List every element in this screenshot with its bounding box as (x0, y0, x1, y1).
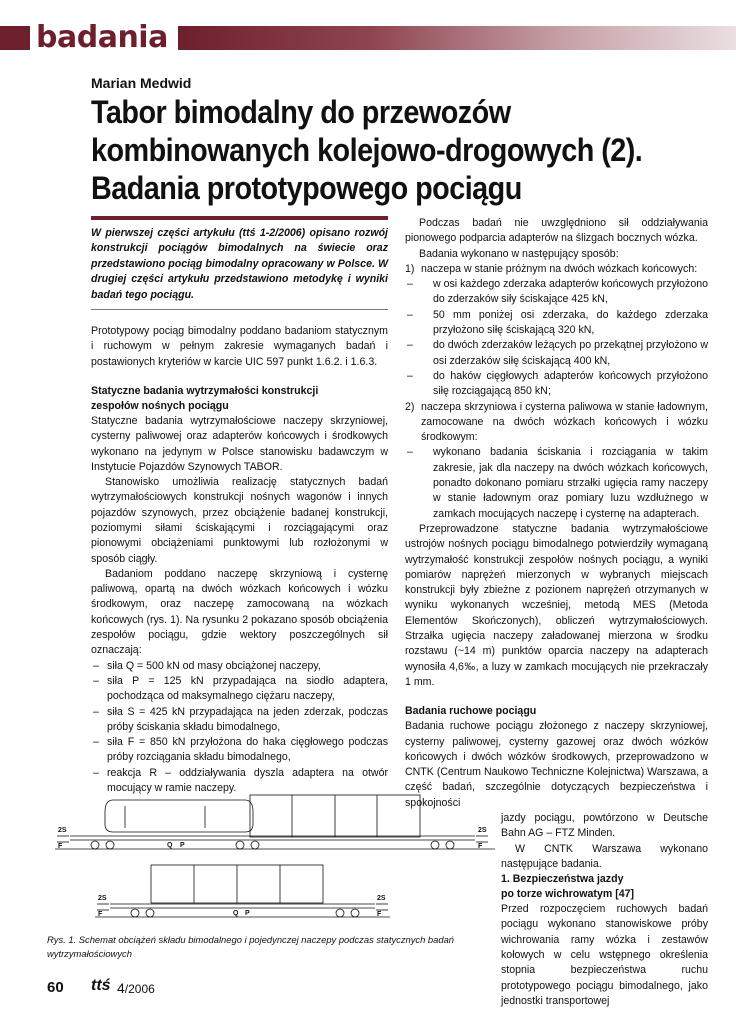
list-item: – do haków cięgłowych adapterów końcowych przyłożono siłę rozciągającą 850 kN; (405, 369, 708, 400)
list-item: – wykonano badania ściskania i rozciągania w takim zakresie, jak dla naczepy na dwóch wózkach końcowych, ponadto dokonano pomiaru strzałki ugięcia ramy naczepy w stanie ładownym oraz pomiary luzu wzdłużnego w zamkach mocujących naczepę i cysternę na adapterach. (405, 445, 708, 521)
paragraph: Badania wykonano w następujący sposób: (419, 247, 619, 260)
list-item (405, 262, 708, 400)
paragraph: Badania ruchowe pociągu złożonego z naczepy skrzyniowej, cysterny paliwowej, cysterny gazowej oraz dwóch wózków końcowych i dwóch wózków środkowych, przeprowadzono w CNTK (Centrum Naukowo Techniczne Kolejnictwa) Warszawa, a część badań, szczególnie dotyczących bezpieczeństwa i spokojności (405, 720, 708, 809)
heading-safety-line1: 1. Bezpieczeństwa jazdy (501, 873, 624, 886)
paragraph: Podczas badań nie uwzględniono sił oddziaływania pionowego podparcia adapterów na ślizgach bocznych wózka. (405, 217, 708, 245)
paragraph: Przed rozpoczęciem ruchowych badań pociągu wykonano stanowiskowe próby wichrowania ramy wózka i zestawów kołowych w celu wstępnego określenia stopnia bezpieczeństwa ruchu prototypowego pociągu bimodalnego, jako jednostki transportowej (501, 903, 708, 1007)
list-text: naczepa w stanie próżnym na dwóch wózkach końcowych: (421, 262, 698, 275)
wheel (351, 909, 359, 917)
issue-year: /2006 (124, 982, 155, 996)
list-item (405, 400, 708, 522)
paragraph: W CNTK Warszawa wykonano następujące badania. (501, 842, 708, 870)
magazine-logo: ttś (91, 977, 111, 994)
label-q: Q (233, 910, 239, 917)
list-item: – w osi każdego zderzaka adapterów końcowych przyłożono do zderzaków siły ściskające 425 kN, (405, 277, 708, 308)
label-2s: 2S (377, 895, 386, 902)
label-f: F (58, 843, 63, 850)
wheel (91, 841, 99, 849)
label-f: F (98, 911, 103, 918)
list-item: – do dwóch zderzaków leżących po przekątnej przyłożono w osi zderzaków siłę ściskającą 400 kN, (405, 338, 708, 369)
figure-caption: Rys. 1. Schemat obciążeń składu bimodalnego i pojedynczej naczepy podczas statycznych badań wytrzymałościowych (47, 934, 455, 959)
header-accent-block (0, 26, 30, 50)
header-gradient-stripe (178, 26, 736, 50)
list-item: – siła F = 850 kN przyłożona do haka cięgłowego podczas próby rozciągania składu bimodalnego, (91, 735, 388, 766)
wheel (336, 909, 344, 917)
issue-number: 4 (117, 980, 125, 996)
wheel (251, 841, 259, 849)
label-f: F (377, 911, 382, 918)
paragraph: Statyczne badania wytrzymałościowe naczepy skrzyniowej, cysterny paliwowej oraz adapterów końcowych i środkowych wykonano na jedynym w Polsce stanowisku badawczym w Instytucie Pojazdów Szynowych TABOR. (91, 414, 388, 473)
wheel (131, 909, 139, 917)
label-p: P (245, 910, 250, 917)
label-p: P (180, 842, 185, 849)
article-author: Marian Medwid (91, 75, 192, 91)
heading-running-tests: Badania ruchowe pociągu (405, 705, 537, 718)
paragraph: Stanowisko umożliwia realizację statycznych badań wytrzymałościowych konstrukcji nośnych wagonów i innych pojazdów szynowych, przez obciążenie badanej konstrukcji, poziomymi siłami ściskającymi i rozciągającymi oraz pionowymi obciążeniami punktowymi lub rozłożonymi w sposób ciągły. (91, 476, 388, 565)
tank-body (105, 800, 253, 832)
label-2s: 2S (58, 827, 67, 834)
list-number: 1) (405, 262, 415, 275)
sub-list (405, 445, 708, 521)
list-item: – 50 mm poniżej osi zderzaka, do każdego zderzaka przyłożono siłę ściskającą 320 kN, (405, 308, 708, 339)
paragraph: jazdy pociągu, powtórzono w Deutsche Bahn AG – FTZ Minden. (501, 811, 708, 840)
label-q: Q (167, 842, 173, 849)
wheel (446, 841, 454, 849)
wheel (236, 841, 244, 849)
heading-safety (501, 872, 708, 902)
heading-static-line2: zespołów nośnych pociągu (91, 399, 229, 412)
page-number: 60 (47, 979, 64, 996)
list-number: 2) (405, 400, 415, 413)
lead-paragraph: W pierwszej części artykułu (ttś 1-2/2006) opisano rozwój konstrukcji pociągów bimodalnych na świecie oraz przedstawiono pociąg bimodalny opracowany w Polsce. W drugiej części artykułu przedstawiono metodykę i wyniki badań tego pociągu. (91, 216, 388, 310)
list-item: – reakcja R – oddziaływania dyszla adaptera na otwór mocujący w ramie naczepy. (91, 766, 388, 797)
left-column (91, 216, 388, 796)
procedure-list (405, 262, 708, 522)
narrow-text-block (501, 811, 708, 1009)
forces-list (91, 659, 388, 797)
list-item: – siła P = 125 kN przypadająca na siodło adaptera, pochodząca od maksymalnego ciężaru naczepy, (91, 674, 388, 705)
label-2s: 2S (478, 827, 487, 834)
label-f: F (478, 843, 483, 850)
intro-paragraph: Prototypowy pociąg bimodalny poddano badaniom statycznym i ruchowym w pełnym zakresie wymaganych badań i postawionych kryteriów w karcie UIC 597 punkt 1.6.2. i 1.6.3. (91, 325, 388, 368)
heading-static-line1: Statyczne badania wytrzymałości konstrukcji (91, 384, 319, 397)
list-text: naczepa skrzyniowa i cysterna paliwowa w stanie ładownym, zamocowane na dwóch wózkach końcowych i wózku środkowym: (421, 400, 708, 444)
heading-safety-line2: po torze wichrowatym [47] (501, 888, 635, 901)
figure-load-diagram (55, 792, 495, 927)
wheel (431, 841, 439, 849)
list-item: – siła Q = 500 kN od masy obciążonej naczepy, (91, 659, 388, 674)
section-header (0, 20, 736, 55)
heading-static-tests (91, 384, 388, 414)
sub-list (405, 277, 708, 399)
label-2s: 2S (98, 895, 107, 902)
wheel (106, 841, 114, 849)
paragraph: Przeprowadzone statyczne badania wytrzymałościowe ustrojów nośnych pociągu bimodalnego potwierdziły wymaganą wytrzymałość konstrukcji zespołów nośnych pociągu, a wyniki pomiarów naprężeń mierzonych w wybranych miejscach konstrukcji były zbieżne z pozionem naprężeń otrzymanych w wyniku wykonanych wcześniej, metodą MES (Metoda Elementów Skończonych), obliczeń wytrzymałościowych. Strzałka ugięcia naczepy załadowanej mierzona w środku rozstawu (~14 m) punktów oparcia naczepy na adapterach wynosiła 4,6‰, a luzy w zamkach mocujących nie przekraczały 1 mm. (405, 522, 708, 688)
wheel (146, 909, 154, 917)
paragraph: Badaniom poddano naczepę skrzyniową i cysternę paliwową, opartą na dwóch wózkach końcowych i wózku środkowym, oraz naczepę zamocowaną na wózkach końcowych (rys. 1). Na rysunku 2 pokazano sposób obciążenia zespołów pociągu, gdzie wektory poszczególnych sił oznaczają: (91, 567, 388, 657)
section-title: badania (36, 20, 168, 55)
article-title: Tabor bimodalny do przewozów kombinowanych kolejowo-drogowych (2). Badania prototypowego pociągu (91, 94, 643, 206)
issue-label (117, 980, 155, 996)
list-item: – siła S = 425 kN przypadająca na jeden zderzak, podczas próby ściskania składu bimodalnego, (91, 705, 388, 736)
